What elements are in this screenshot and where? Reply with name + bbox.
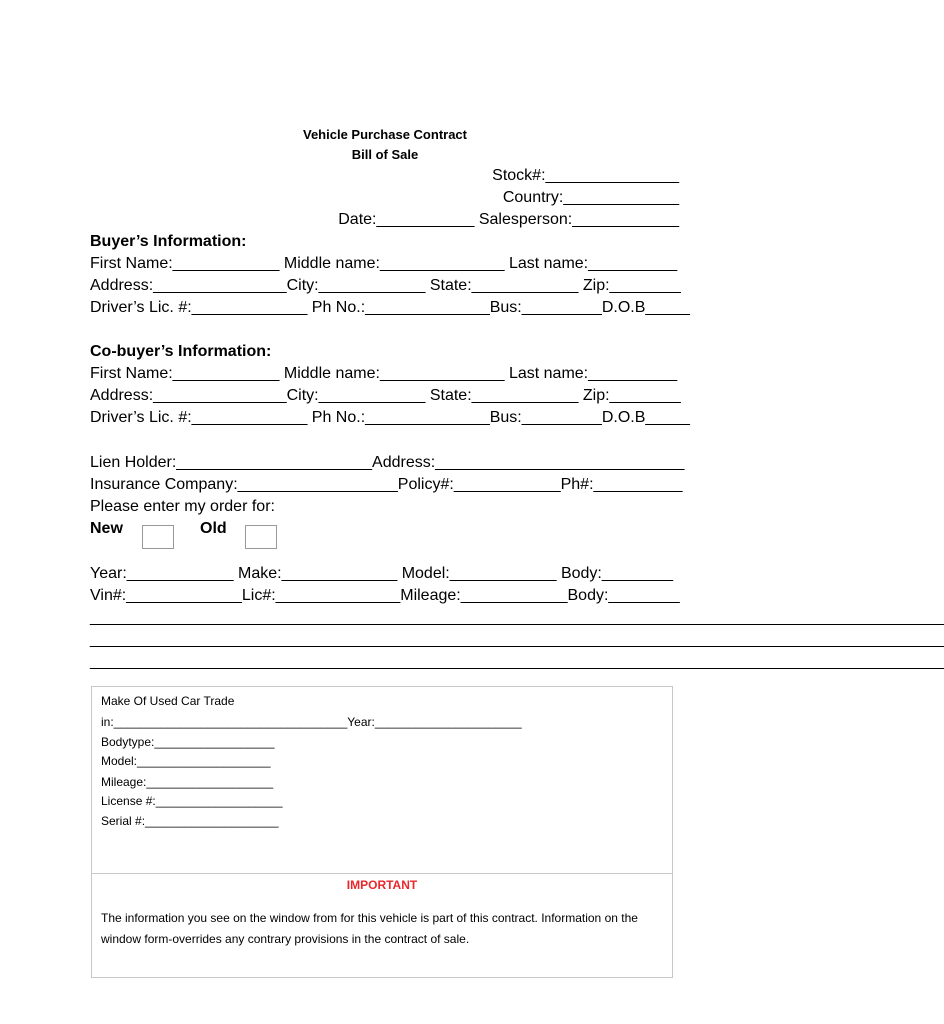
buyer-license-fields[interactable]: Driver’s Lic. #:_____________ Ph No.:______________Bus:_________D.O.B_____ <box>90 299 690 316</box>
date-salesperson-field[interactable]: Date:___________ Salesperson:____________ <box>338 211 679 228</box>
document-subtitle: Bill of Sale <box>351 147 419 162</box>
buyer-address-fields[interactable]: Address:_______________City:____________ State:____________ Zip:________ <box>90 277 681 294</box>
cobuyer-name-fields[interactable]: First Name:____________ Middle name:______________ Last name:__________ <box>90 365 678 382</box>
stock-field[interactable]: Stock#:_______________ <box>492 167 679 184</box>
cobuyer-heading: Co-buyer’s Information: <box>90 343 272 360</box>
trade-in-year-fields[interactable]: in:___________________________________Year:______________________ <box>101 715 522 729</box>
document-title: Vehicle Purchase Contract <box>302 127 467 142</box>
vehicle-vin-fields[interactable]: Vin#:_____________Lic#:______________Mileage:____________Body:________ <box>90 587 680 604</box>
old-label: Old <box>200 520 227 537</box>
cobuyer-license-fields[interactable]: Driver’s Lic. #:_____________ Ph No.:______________Bus:_________D.O.B_____ <box>90 409 690 426</box>
country-field[interactable]: Country:_____________ <box>502 189 679 206</box>
cobuyer-address-fields[interactable]: Address:_______________City:____________ State:____________ Zip:________ <box>90 387 681 404</box>
important-label: IMPORTANT <box>346 878 418 892</box>
trade-in-box <box>91 686 673 978</box>
trade-serial-field[interactable]: Serial #:____________________ <box>101 814 279 828</box>
new-checkbox[interactable] <box>142 525 174 549</box>
new-label: New <box>90 520 123 537</box>
buyer-name-fields[interactable]: First Name:____________ Middle name:______________ Last name:__________ <box>90 255 678 272</box>
section-divider <box>92 873 672 874</box>
trade-heading: Make Of Used Car Trade <box>101 694 235 708</box>
blank-line[interactable]: ________________________________________________________________________________________________ <box>90 653 944 670</box>
vehicle-year-fields[interactable]: Year:____________ Make:_____________ Model:____________ Body:________ <box>90 565 674 582</box>
blank-line[interactable]: ________________________________________________________________________________________________ <box>90 631 944 648</box>
trade-bodytype-field[interactable]: Bodytype:__________________ <box>101 735 275 749</box>
blank-line[interactable]: ________________________________________________________________________________________________ <box>90 609 944 626</box>
trade-license-field[interactable]: License #:___________________ <box>101 794 283 808</box>
trade-mileage-field[interactable]: Mileage:___________________ <box>101 775 274 789</box>
insurance-fields[interactable]: Insurance Company:__________________Policy#:____________Ph#:__________ <box>90 476 683 493</box>
trade-model-field[interactable]: Model:____________________ <box>101 754 271 768</box>
lien-holder-fields[interactable]: Lien Holder:______________________Address:____________________________ <box>90 454 685 471</box>
important-note: The information you see on the window from for this vehicle is part of this contract. Information on the window form-overrides any contrary provisions in the contract of sale. <box>101 911 638 946</box>
buyer-heading: Buyer’s Information: <box>90 233 247 250</box>
order-prompt: Please enter my order for: <box>90 498 275 515</box>
old-checkbox[interactable] <box>245 525 277 549</box>
